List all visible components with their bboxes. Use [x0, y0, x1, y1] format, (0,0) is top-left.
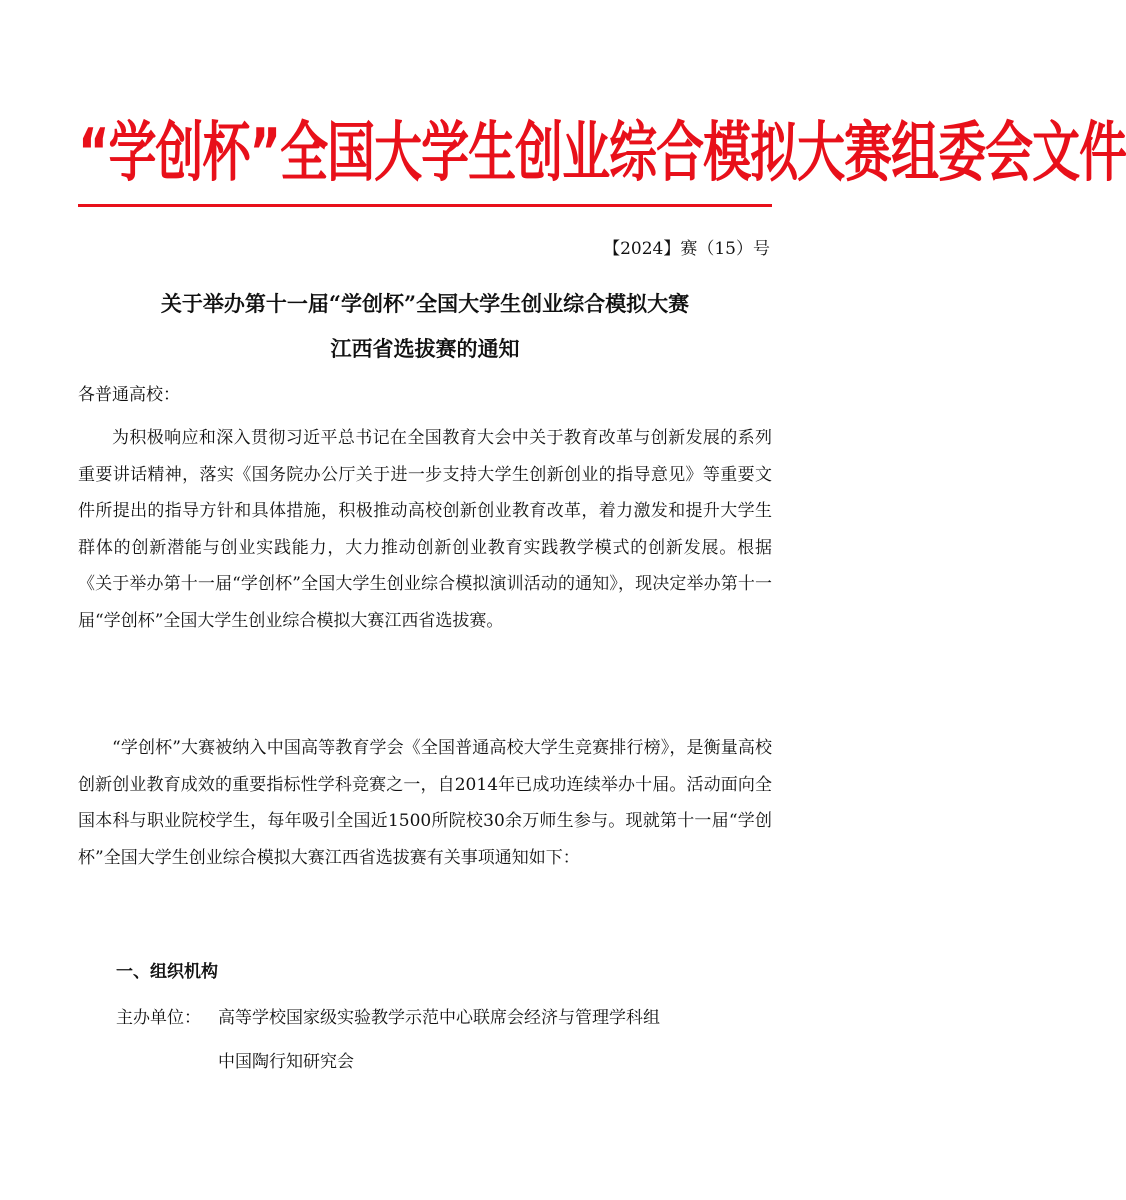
organizer-item: 中国陶行知研究会: [218, 1052, 354, 1072]
organizer-item: 高等学校国家级实验教学示范中心联席会经济与管理学科组: [218, 1008, 660, 1028]
header-red-rule: [78, 204, 772, 207]
body-paragraph-2: “学创杯”大赛被纳入中国高等教育学会《全国普通高校大学生竞赛排行榜》，是衡量高校创新创业教育成效的重要指标性学科竞赛之一，自2014年已成功连续举办十届。活动面向全国本科与职业院校学生，每年吸引全国近1500所院校30余万师生参与。现就第十一届“学创杯”全国大学生创业综合模拟大赛江西省选拔赛有关事项通知如下：: [78, 738, 772, 868]
notice-title-line-1: 关于举办第十一届“学创杯”全国大学生创业综合模拟大赛: [160, 291, 690, 316]
document-number: 【2024】赛（15）号: [603, 239, 770, 259]
issuer-header-title: “学创杯”全国大学生创业综合模拟大赛组委会文件: [78, 115, 1126, 191]
addressee: 各普通高校：: [78, 385, 180, 405]
body-paragraph-1: 为积极响应和深入贯彻习近平总书记在全国教育大会中关于教育改革与创新发展的系列重要讲话精神，落实《国务院办公厅关于进一步支持大学生创新创业的指导意见》等重要文件所提出的指导方针和具体措施，积极推动高校创新创业教育改革，着力激发和提升大学生群体的创新潜能与创业实践能力，大力推动创新创业教育实践教学模式的创新发展。根据《关于举办第十一届“学创杯”全国大学生创业综合模拟演训活动的通知》，现决定举办第十一届“学创杯”全国大学生创业综合模拟大赛江西省选拔赛。: [78, 428, 772, 631]
organizer-label: 主办单位：: [116, 1008, 201, 1028]
notice-title-line-2: 江西省选拔赛的通知: [330, 336, 520, 361]
section-heading-organization: 一、组织机构: [116, 962, 218, 982]
